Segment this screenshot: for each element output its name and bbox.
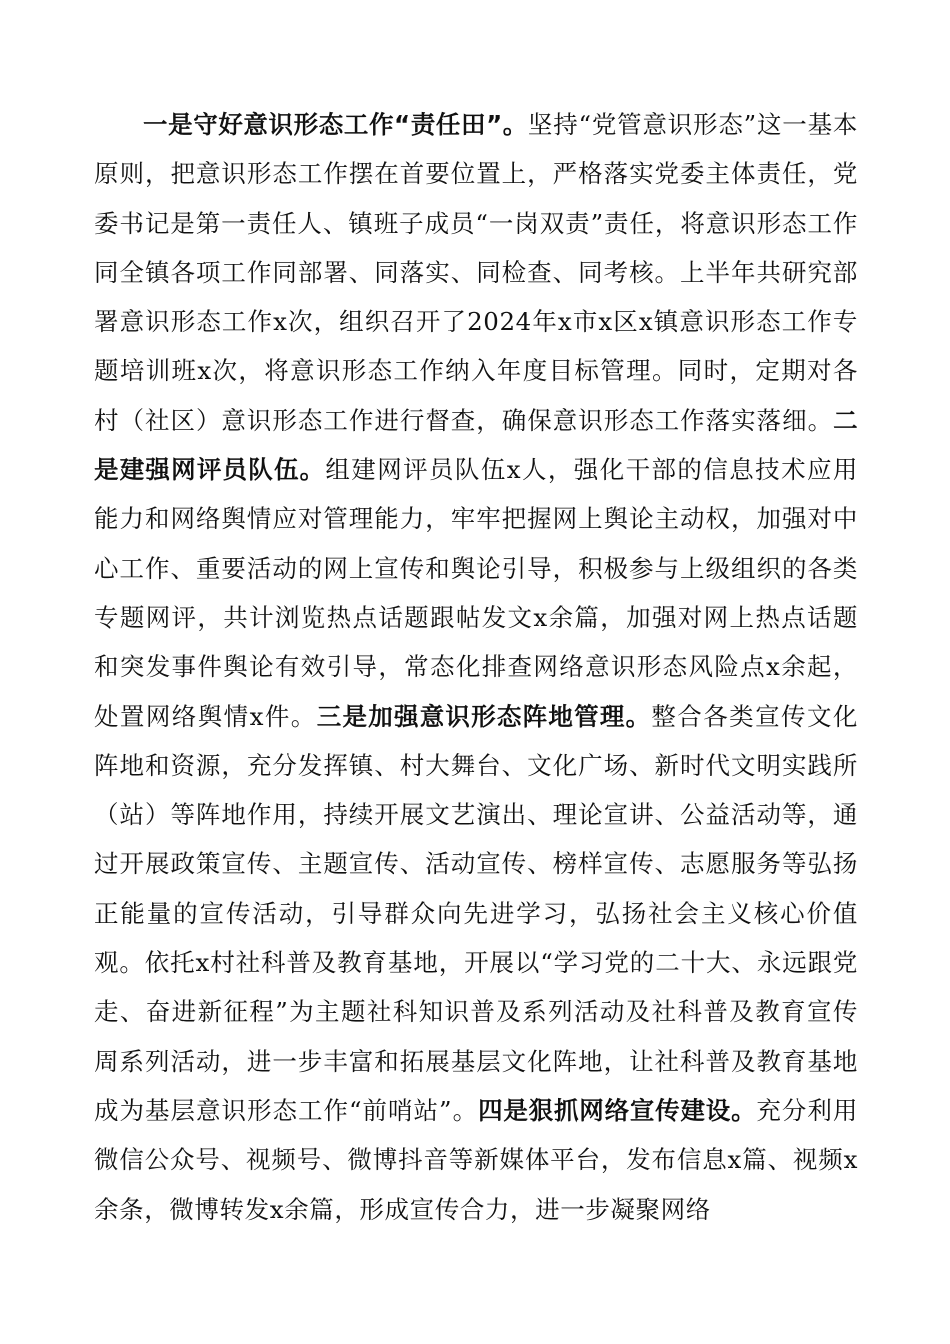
heading-4-network: 四是狠抓网络宣传建设。 — [478, 1095, 757, 1125]
text-segment-1: 坚持“党管意识形态”这一基本原则，把意识形态工作摆在首要位置上，严格落实党委主体责任，党委书记是第一责任人、镇班子成员“一岗双责”责任，将意识形态工作同全镇各项工作同部署、同落实、同检查、同考核。上半年共研究部署意识形态工作x次，组织召开了2024年x市x区x镇意识形态工作专题培训班x次，将意识形态工作纳入年度目标管理。同时，定期对各村（社区）意识形态工作进行督查，确保意识形态工作落实落细。 — [94, 110, 859, 435]
heading-1-responsibility: 一是守好意识形态工作“责任田”。 — [143, 110, 528, 139]
heading-2-commentators: 二是建强网评员队伍。 — [94, 405, 858, 485]
text-segment-2: 组建网评员队伍x人，强化干部的信息技术应用能力和网络舆情应对管理能力，牢牢把握网上舆论主动权，加强对中心工作、重要活动的网上宣传和舆论引导，积极参与上级组织的各类专题网评，共计浏览热点话题跟帖发文x余篇，加强对网上热点话题和突发事件舆论有效引导，常态化排查网络意识形态风险点x余起，处置网络舆情x件。 — [94, 455, 858, 731]
heading-3-positions: 三是加强意识形态阵地管理。 — [316, 701, 652, 731]
text-segment-4: 充分利用微信公众号、视频号、微博抖音等新媒体平台，发布信息x篇、视频x余条，微博转发x余篇，形成宣传合力，进一步凝聚网络 — [94, 1095, 858, 1224]
body-paragraph — [94, 100, 858, 1234]
text-segment-3: 整合各类宣传文化阵地和资源，充分发挥镇、村大舞台、文化广场、新时代文明实践所（站）等阵地作用，持续开展文艺演出、理论宣讲、公益活动等，通过开展政策宣传、主题宣传、活动宣传、榜样宣传、志愿服务等弘扬正能量的宣传活动，引导群众向先进学习，弘扬社会主义核心价值观。依托x村社科普及教育基地，开展以“学习党的二十大、永远跟党走、奋进新征程”为主题社科知识普及系列活动及社科普及教育宣传周系列活动，进一步丰富和拓展基层文化阵地，让社科普及教育基地成为基层意识形态工作“前哨站”。 — [94, 701, 858, 1125]
